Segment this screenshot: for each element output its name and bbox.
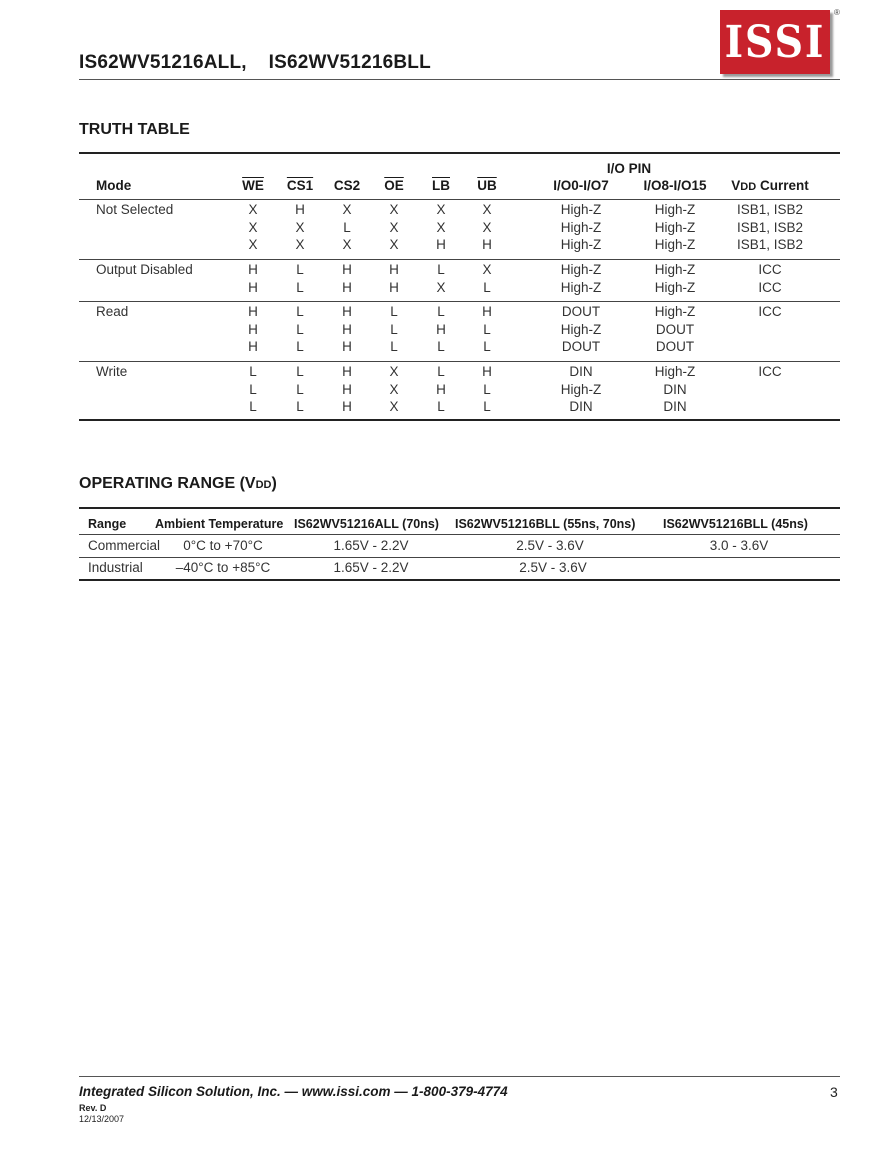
cell-cs1: L	[296, 321, 304, 337]
cell-cs2: H	[342, 304, 352, 319]
cell-io-high: High-Z	[654, 364, 696, 379]
cell-oe: X	[389, 381, 399, 397]
cell-cs2: H	[342, 262, 352, 277]
cell-current: ISB1, ISB2	[736, 237, 804, 252]
col-cs2-header: CS2	[333, 178, 361, 193]
header-bottom-rule	[79, 199, 840, 200]
cell-current: ICC	[758, 304, 782, 319]
cell-lb: L	[437, 304, 445, 319]
cell-cs1: L	[296, 304, 304, 319]
range-header-range: Range	[88, 517, 127, 531]
truth-table-title: TRUTH TABLE	[79, 121, 190, 138]
range-row-industrial-bll-55-70ns: 2.5V - 3.6V	[519, 560, 587, 575]
group-divider	[79, 259, 840, 260]
cell-we: H	[248, 321, 258, 337]
col-lb-header: $\overline{LB}$	[432, 178, 450, 193]
cell-lb: L	[437, 262, 445, 277]
cell-cs1: X	[295, 237, 305, 252]
cell-we: L	[249, 364, 257, 379]
cell-lb: H	[436, 321, 446, 337]
cell-io-low: DIN	[569, 364, 593, 379]
cell-cs2: H	[342, 364, 352, 379]
cell-ub: H	[482, 304, 492, 319]
cell-ub: L	[483, 321, 491, 337]
mode-label: Read	[96, 304, 129, 319]
table-top-rule	[79, 152, 840, 154]
cell-lb: L	[437, 339, 445, 354]
cell-io-high: High-Z	[654, 219, 696, 235]
cell-io-high: DIN	[663, 399, 687, 414]
cell-we: X	[248, 202, 258, 217]
cell-oe: X	[389, 202, 399, 217]
cell-oe: X	[389, 219, 399, 235]
cell-lb: H	[436, 381, 446, 397]
cell-oe: L	[390, 304, 398, 319]
group-divider	[79, 301, 840, 302]
range-header-bll-55-70ns: IS62WV51216BLL (55ns, 70ns)	[455, 517, 636, 531]
footer-company: Integrated Silicon Solution, Inc. — www.issi.com — 1-800-379-4774	[79, 1084, 508, 1099]
cell-current: ISB1, ISB2	[736, 202, 804, 217]
cell-oe: X	[389, 399, 399, 414]
col-cs1-header: CS1	[286, 178, 314, 193]
cell-cs1: L	[296, 339, 304, 354]
range-header-all-70ns: IS62WV51216ALL (70ns)	[294, 517, 439, 531]
io-pin-header: I/O PIN	[606, 161, 652, 176]
col-io-low-header: I/O0-I/O7	[553, 178, 609, 193]
mode-label: Not Selected	[96, 202, 174, 217]
page-number: 3	[830, 1084, 838, 1100]
cell-we: X	[248, 219, 258, 235]
cell-cs2: X	[342, 237, 352, 252]
range-row-commercial-all-70ns: 1.65V - 2.2V	[333, 538, 409, 553]
cell-io-high: High-Z	[654, 202, 696, 217]
cell-io-low: High-Z	[560, 381, 602, 397]
cell-ub: X	[482, 262, 492, 277]
cell-current: ICC	[758, 279, 782, 295]
cell-lb: X	[436, 202, 446, 217]
cell-cs2: H	[342, 399, 352, 414]
cell-io-high: High-Z	[654, 304, 696, 319]
footer-divider	[79, 1076, 840, 1077]
cell-cs2: X	[342, 202, 352, 217]
cell-io-high: DOUT	[655, 339, 695, 354]
cell-ub: H	[482, 364, 492, 379]
cell-oe: H	[389, 279, 399, 295]
cell-io-low: High-Z	[560, 262, 602, 277]
cell-we: X	[248, 237, 258, 252]
mode-label: Output Disabled	[96, 262, 193, 277]
range-header-temperature: Ambient Temperature	[155, 517, 284, 531]
cell-current: ICC	[758, 364, 782, 379]
cell-ub: L	[483, 339, 491, 354]
cell-cs2: H	[342, 339, 352, 354]
operating-range-title: OPERATING RANGE (VDD)	[79, 475, 277, 492]
cell-cs2: H	[342, 321, 352, 337]
cell-cs2: H	[342, 381, 352, 397]
col-vdd-current-header: VDD Current	[731, 178, 809, 193]
cell-we: H	[248, 279, 258, 295]
col-mode-header: Mode	[96, 178, 132, 193]
cell-cs1: L	[296, 279, 304, 295]
cell-io-low: DIN	[569, 399, 593, 414]
cell-cs1: X	[295, 219, 305, 235]
col-oe-header: $\overline{OE}$	[384, 178, 404, 193]
col-io-high-header: I/O8-I/O15	[643, 178, 707, 193]
cell-cs2: L	[343, 219, 351, 235]
mode-label: Write	[96, 364, 128, 379]
cell-ub: L	[483, 381, 491, 397]
range-row-industrial-range: Industrial	[88, 560, 143, 575]
cell-ub: X	[482, 219, 492, 235]
cell-cs1: L	[296, 364, 304, 379]
cell-cs1: H	[295, 202, 305, 217]
col-we-header: $\overline{WE}$	[242, 178, 264, 193]
cell-lb: H	[436, 237, 446, 252]
issi-logo	[720, 10, 830, 74]
document-title: IS62WV51216ALL, IS62WV51216BLL	[79, 52, 431, 73]
cell-ub: L	[483, 279, 491, 295]
cell-ub: X	[482, 202, 492, 217]
cell-we: H	[248, 262, 258, 277]
cell-io-high: DIN	[663, 381, 687, 397]
cell-lb: X	[436, 279, 446, 295]
cell-io-low: High-Z	[560, 202, 602, 217]
col-ub-header: $\overline{UB}$	[477, 178, 497, 193]
header-divider	[79, 79, 840, 80]
group-divider	[79, 361, 840, 362]
cell-io-low: DOUT	[561, 339, 601, 354]
cell-io-high: High-Z	[654, 237, 696, 252]
range-header-rule	[79, 534, 840, 535]
cell-cs1: L	[296, 399, 304, 414]
range-row-industrial-all-70ns: 1.65V - 2.2V	[333, 560, 409, 575]
revision-date: 12/13/2007	[79, 1114, 125, 1124]
cell-oe: L	[390, 339, 398, 354]
cell-we: H	[248, 339, 258, 354]
logo-text: ISSI	[724, 16, 826, 68]
cell-we: L	[249, 381, 257, 397]
cell-we: H	[248, 304, 258, 319]
cell-oe: H	[389, 262, 399, 277]
cell-ub: H	[482, 237, 492, 252]
registered-mark: ®	[834, 8, 840, 17]
cell-io-high: High-Z	[654, 279, 696, 295]
range-bottom-rule	[79, 579, 840, 581]
cell-oe: X	[389, 237, 399, 252]
range-row-industrial-temperature: –40°C to +85°C	[175, 560, 271, 575]
cell-oe: X	[389, 364, 399, 379]
table-bottom-rule	[79, 419, 840, 421]
cell-current: ICC	[758, 262, 782, 277]
range-row-commercial-bll-45ns: 3.0 - 3.6V	[709, 538, 769, 553]
cell-io-low: High-Z	[560, 279, 602, 295]
range-row-commercial-range: Commercial	[88, 538, 161, 553]
cell-current: ISB1, ISB2	[736, 219, 804, 235]
revision: Rev. D	[79, 1103, 107, 1113]
cell-io-low: DOUT	[561, 304, 601, 319]
range-row-rule	[79, 557, 840, 558]
cell-cs2: H	[342, 279, 352, 295]
range-header-bll-45ns: IS62WV51216BLL (45ns)	[663, 517, 808, 531]
cell-oe: L	[390, 321, 398, 337]
cell-io-high: DOUT	[655, 321, 695, 337]
cell-io-high: High-Z	[654, 262, 696, 277]
range-row-commercial-bll-55-70ns: 2.5V - 3.6V	[516, 538, 584, 553]
cell-io-low: High-Z	[560, 219, 602, 235]
range-top-rule	[79, 507, 840, 509]
cell-ub: L	[483, 399, 491, 414]
cell-we: L	[249, 399, 257, 414]
cell-lb: X	[436, 219, 446, 235]
cell-lb: L	[437, 364, 445, 379]
range-row-commercial-temperature: 0°C to +70°C	[183, 538, 263, 553]
cell-io-low: High-Z	[560, 321, 602, 337]
cell-cs1: L	[296, 262, 304, 277]
cell-lb: L	[437, 399, 445, 414]
cell-io-low: High-Z	[560, 237, 602, 252]
cell-cs1: L	[296, 381, 304, 397]
